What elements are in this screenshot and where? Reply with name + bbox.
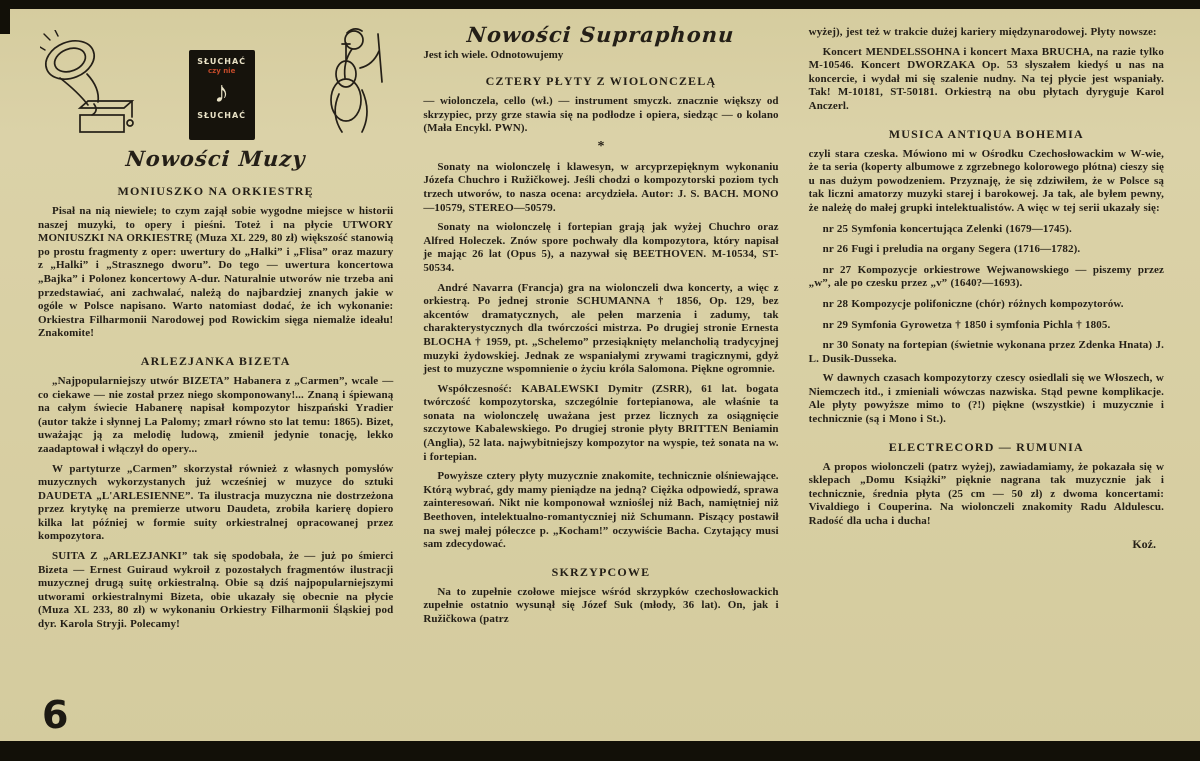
list-item: nr 26 Fugi i preludia na organy Segera (1716—1782).: [822, 243, 1081, 256]
article-title-musica-antiqua: MUSICA ANTIQUA BOHEMIA: [888, 126, 1084, 141]
page-number: 6: [42, 693, 69, 737]
poster-line-2: czy nie: [207, 67, 236, 75]
paragraph: A propos wiolonczeli (patrz wyżej), zawiadamiamy, że pokazała się w sklepach „Domu Książki” pięknie nagrana tak muzycznie jak i technicznie, średnia płyta (25 cm — 50 zł) z dwoma koncertami: Vivaldiego i Couperina. Na wiolonczeli znakomity Radu Aldulescu. Radość dla ucha i ducha!: [808, 460, 1164, 528]
article-title-skrzypcowe: SKRZYPCOWE: [551, 564, 651, 579]
page-content: [38, 16, 1164, 735]
paragraph: Sonaty na wiolonczelę i fortepian grają jak wyżej Chuchro oraz Alfred Holeczek. Znów spore pochwały dla kompozytora, który napisał je mając 26 lat (Opus 5), a nazywał się BEETHOVEN. M-10534, ST-50534.: [423, 221, 779, 274]
column-middle: [423, 16, 778, 735]
paragraph: czyli stara czeska. Mówiono mi w Ośrodku Czechosłowackim w W-wie, że ta seria (koperty albumowe z zgrzebnego kolorowego płótna) cieszy się u nas dużym powodzeniem. Przyznaję, że się zdziwiłem, że w Polsce są tak liczni amatorzy muzyki starej i barokowej. Ja tak, ale byłem pewny, że należę do małej grupki intelektualistów. A więc w tej serii ukazały się:: [808, 147, 1164, 214]
column-left: [38, 16, 393, 735]
music-note-icon: ♪: [214, 76, 230, 109]
paragraph: Koncert MENDELSSOHNA i koncert Maxa BRUCHA, na razie tylko M-10546. Koncert DWORZAKA Op. 53 słyszałem kiedyś u nas na koncercie, i wydał mi się szalenie nudny. Na tej płycie jest wspaniały. Tak! M-10181, ST-50181. Orkiestrą na obu płytach dyryguje Karol Anczerl.: [808, 45, 1164, 112]
gramophone-icon: [40, 30, 136, 140]
star-separator: *: [597, 138, 605, 154]
poster-illustration: [189, 50, 255, 140]
paragraph: SUITA Z „ARLEZJANKI” tak się spodobała, że — już po śmierci Bizeta — Ernest Guiraud wykroił z pozostałych fragmentów ilustracji muzycznej drugą suitę orkiestralną. Obie są dziś najpopularniejszymi utworami orkiestralnymi Bizeta, obie ukazały się obecnie na płycie (Muza XL 233, 80 zł) w wykonaniu Orkiestry Filharmonii Śląskiej pod dyr. Karola Stryji. Polecamy!: [38, 550, 394, 631]
article-title-cztery-plyty: CZTERY PŁYTY Z WIOLONCZELĄ: [485, 74, 717, 88]
intro-line: Jest ich wiele. Odnotowujemy: [423, 49, 564, 61]
list-item: nr 27 Kompozycje orkiestrowe Wejwanowskiego — piszemy przez „w”, ale po czesku przez „v” (1640?—1693).: [808, 263, 1164, 290]
article-title-arlezjanka: ARLEZJANKA BIZETA: [140, 353, 291, 368]
list-item: nr 28 Kompozycje polifoniczne (chór) różnych kompozytorów.: [822, 297, 1124, 310]
paragraph: „Najpopularniejszy utwór BIZETA” Habanera z „Carmen”, wcale — co ciekawe — nie został przez niego skomponowany!... Znaną i śpiewaną na całym świecie Habanerę napisał kompozytor hiszpański Yradier (autor także i słynnej La Palomy; zmarł równo sto lat temu: 1865). Bizet, uważając ją za melodię ludową, zmienił jedynie tonację, lekko zaadaptował i włączył do opery...: [38, 374, 394, 455]
paragraph: André Navarra (Francja) gra na wiolonczeli dwa koncerty, a więc z orkiestrą. Po jednej stronie SCHUMANNA † 1856, Op. 129, bez akcentów dramatycznych, ale pełen marzenia i zadumy, tak charakterystycznych dla twórczości mistrza. Po drugiej stronie Ernesta BLOCHA † 1959, pt. „Schelemo” przesiąknięty melancholią tradycyjnej muzyki żydowskiej. Jednak ze wspaniałymi zrywami tragicznymi, gdyż jest to muzyczne wspomnienie o życiu króla Salomona. Piękne ogromnie.: [423, 281, 779, 376]
bottom-edge-bar: [0, 741, 1200, 761]
article-title-moniuszko: MONIUSZKO NA ORKIESTRĘ: [117, 184, 314, 198]
list-item: nr 30 Sonaty na fortepian (świetnie wykonana przez Zdenka Hnata) J. L. Dusik-Dusseka.: [808, 339, 1164, 365]
list-item: nr 25 Symfonia koncertująca Zelenki (1679—1745).: [822, 222, 1072, 235]
illustrations-row: [40, 18, 389, 140]
cellist-icon: [307, 26, 389, 140]
paragraph: W dawnych czasach kompozytorzy czescy osiedlali się we Włoszech, w Niemczech itd., i zmieniali wówczas nazwiska. Stąd pewne komplikacje. Ale płyty powyższe mimo to (?!) piękne (wszystkie) i muzycznie i technicznie (są i Mono i St.).: [808, 372, 1164, 426]
rubric-heading-nowosci-muzy: Nowości Muzy: [124, 146, 307, 171]
paragraph: Powyższe cztery płyty muzycznie znakomite, technicznie olśniewające. Którą wybrać, gdy mamy pieniądze na jedną? Ciężka odpowiedź, sprawa zainteresowań. Nikt nie komponował wznioślej niż Bach, namiętniej niż Beethoven, intelektualno-romantyczniej niż Schumann. Piszący postawił na swej małej półeczce p. „Kocham!” oczywiście Bacha. Czytający musi sam zdecydować.: [423, 470, 779, 551]
column-right: [809, 16, 1164, 735]
author-byline: Koź.: [1132, 536, 1156, 551]
paragraph: — wiolonczela, cello (wł.) — instrument smyczk. znacznie większy od skrzypiec, przy grze stawia się na podłodze i opiera, siedząc — o kolano (Mała Encykl. PWN).: [423, 95, 779, 135]
paragraph: Na to zupełnie czołowe miejsce wśród skrzypków czechosłowackich zupełnie ostatnio wysunął się Józef Suk (młody, 36 lat). On, jak i Ružičkowa (patrz: [423, 585, 779, 625]
article-title-electrecord: ELECTRECORD — RUMUNIA: [888, 439, 1084, 454]
paragraph: wyżej), jest też w trakcie dużej kariery międzynarodowej. Płyty nowsze:: [808, 26, 1157, 38]
top-edge-bar: [0, 0, 1200, 9]
paragraph: Pisał na nią niewiele; to czym zajął sobie wygodne miejsce w historii naszej muzyki, to opery i pieśni. Toteż i na płycie UTWORY MONIUSZKI NA ORKIESTRĘ (Muza XL 229, 80 zł) większość stanowią po prostu fragmenty z oper: uwertury do „Halki” i „Flisa” oraz mazury z „Halki” i „Strasznego dworu”. Do tego — uwertura koncertowa „Bajka” i Polonez koncertowy A-dur. Naturalnie utworów nie trzeba ani przedstawiać, ani zachwalać, należą do najbardziej znanych jakie w ogóle w Polsce napisano. Warto natomiast dodać, że ich wykonanie: Orkiestra Filharmonii Narodowej pod Rowickim sięga niemalże ideału! Znakomite!: [38, 205, 394, 340]
paragraph: W partyturze „Carmen” skorzystał również z własnych pomysłów muzycznych wykorzystanych już wcześniej w muzyce do sztuki DAUDETA „L'ARLESIENNE”. Ta ilustracja muzyczna nie dostrzeżona przez krytykę na premierze utworu Daudeta, zrobiła karierę dopiero kilka lat później w formie suity orkiestralnej opracowanej przez kompozytora.: [38, 462, 394, 543]
paragraph: Współczesność: KABALEWSKI Dymitr (ZSRR), 61 lat. bogata twórczość kompozytorska, szczególnie fortepianowa, ale właśnie ta sonata na wiolonczelę uważana jest przez licznych za osiągnięcie szczytowe Kabalewskiego. Po drugiej stronie płyty BRITTEN Beniamin (Anglia), 52 lata. najwybitniejszy kompozytor na wyspie, też sonata na w. i fortepian.: [423, 382, 779, 463]
poster-line-3: SŁUCHAĆ: [197, 111, 247, 120]
paragraph: Sonaty na wiolonczelę i klawesyn, w arcyprzepięknym wykonaniu Józefa Chuchro i Ružičkowej. Jeśli chodzi o kompozytorski poziom tych trzech utworów, to nasza ocena: arcydzieła. Autor: J. S. BACH. MONO—10579, STEREO—50579.: [423, 160, 779, 214]
rubric-heading-nowosci-supraphonu: Nowości Supraphonu: [466, 22, 736, 47]
poster-line-1: SŁUCHAĆ: [197, 57, 247, 66]
list-item: nr 29 Symfonia Gyrowetza † 1850 i symfonia Pichla † 1805.: [822, 318, 1111, 331]
scan-corner-mark: [0, 0, 10, 34]
